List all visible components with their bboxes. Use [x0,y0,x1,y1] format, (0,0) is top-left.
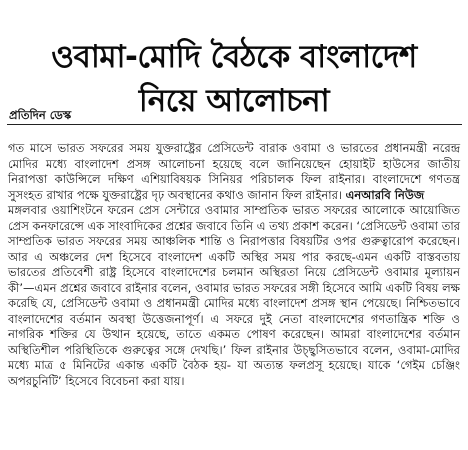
byline-divider [7,124,462,125]
paragraph-2-text: মঙ্গলবার ওয়াশিংটনে ফরেন প্রেস সেন্টারে ওবামার সাম্প্রতিক ভারত সফরের আলোকে আয়োজিত প্রেস কনফারেন্সে এক সাংবাদিকের প্রশ্নের জবাবে তিনি এ তথ্য প্রকাশ করেন। ‘প্রেসিডেন্ট ওবামা তার সাম্প্রতিক ভারত সফরের সময় আঞ্চলিক শান্তি ও নিরাপত্তার বিষয়টির ওপর গুরুত্বারোপ করেছেন। আর এ অঞ্চলের দেশ হিসেবে বাংলাদেশ একটি অস্থির সময় পার করছে-এমন একটি বাস্তবতায় ভারতের প্রতিবেশী রাষ্ট্র হিসেবে বাংলাদেশের চলমান অস্থিরতা নিয়ে প্রেসিডেন্ট ওবামার মূল্যায়ন কী’—এমন প্রশ্নের জবাবে রাইনার বলেন, ওবামার ভারত সফরের সঙ্গী হিসেবে আমি একটি বিষয় লক্ষ করেছি যে, প্রেসিডেন্ট ওবামা ও প্রধানমন্ত্রী মোদির মধ্যে বাংলাদেশ প্রসঙ্গ স্থান পেয়েছে। নিশ্চিতভাবে বাংলাদেশের বর্তমান অবস্থা উত্তেজনাপূর্ণ। এ সফরে দুই নেতা বাংলাদেশের গণতান্ত্রিক শক্তি ও নাগরিক শক্তির যে উত্থান হয়েছে, তাতে একমত পোষণ করেছেন। আমরা বাংলাদেশের বর্তমান অস্থিতিশীল পরিস্থিতিকে গুরুত্বের সঙ্গে দেখছি।’ ফিল রাইনার উচ্ছ্বসিতভাবে বলেন, ওবামা-মোদির মধ্যে মাত্র ৫ মিনিটের একান্ত একটি বৈঠক হয়- যা অত্যন্ত ফলপ্রসূ হয়েছে। যাকে ‘গেইম চেঞ্জিং অপরচুনিটি’ হিসেবে বিবেচনা করা যায়। [8,203,460,388]
headline-line-1: ওবামা-মোদি বৈঠকে বাংলাদেশ [51,38,417,75]
paragraph-1 [8,141,460,203]
article-body [8,141,460,389]
news-agency-tag: এনআরবি নিউজ [345,187,425,202]
headline [6,35,462,123]
paragraph-1-text: গত মাসে ভারত সফরের সময় যুক্তরাষ্ট্রের প্রেসিডেন্ট বারাক ওবামা ও ভারতের প্রধানমন্ত্রী নরেন্দ্র মোদির মধ্যে বাংলাদেশ প্রসঙ্গ আলোচনা হয়েছে বলে জানিয়েছেন হোয়াইট হাউসের জাতীয় নিরাপত্তা কাউন্সিলে দক্ষিণ এশিয়াবিষয়ক সিনিয়র পরিচালক ফিল রাইনার। বাংলাদেশে গণতন্ত্র সুসংহত রাখার পক্ষে যুক্তরাষ্ট্রের দৃঢ় অবস্থানের কথাও জানান ফিল রাইনার। [8,141,460,202]
byline: প্রতিদিন ডেস্ক [9,108,72,122]
headline-line-2: নিয়ে আলোচনা [138,82,330,119]
paragraph-2 [8,203,460,389]
